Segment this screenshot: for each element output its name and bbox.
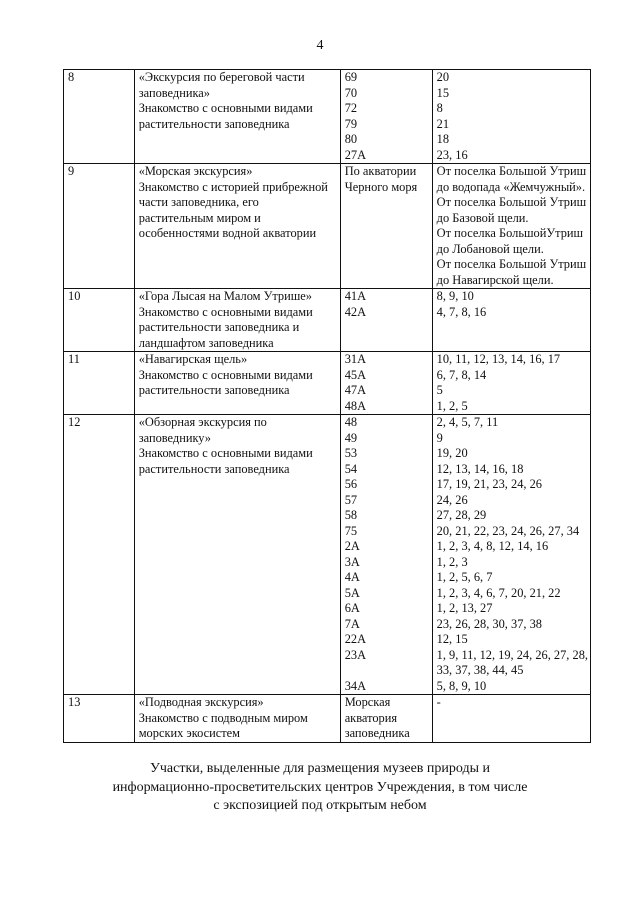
route-plots-cell: [432, 164, 590, 289]
plot-numbers: 15: [436, 85, 450, 100]
site-number: 27А: [344, 147, 367, 162]
route-title: «Подводная экскурсия»: [138, 695, 264, 709]
plot-numbers: 17, 19, 21, 23, 24, 26: [436, 477, 542, 491]
site-number: 34А: [344, 678, 367, 693]
route-sites-cell: [340, 70, 432, 164]
plot-numbers: 23, 16: [436, 147, 468, 162]
site-area: Морская акватория заповедника: [344, 695, 410, 740]
route-number: 11: [68, 352, 80, 366]
site-number: [345, 663, 430, 679]
site-number: 75: [344, 523, 358, 538]
plot-numbers: 5, 8, 9, 10: [436, 678, 487, 693]
route-number-cell: [64, 70, 135, 164]
route-description: Знакомство с основными видами растительности заповедника и ландшафтом заповедника: [138, 304, 313, 350]
route-sites-cell: [340, 164, 432, 289]
plot-numbers: -: [436, 695, 441, 709]
plot-numbers: 8: [436, 101, 443, 115]
site-number: 70: [344, 85, 358, 100]
plot-route: От поселка БольшойУтриш до Лобановой щели.: [436, 226, 584, 256]
plot-numbers: 1, 2, 13, 27: [436, 601, 493, 615]
plot-numbers: 10, 11, 12, 13, 14, 16, 17: [436, 352, 561, 366]
page-number: 4: [316, 38, 324, 53]
site-number: 5А: [344, 585, 360, 600]
route-name-cell: [134, 415, 340, 695]
site-number: 42А: [344, 304, 367, 319]
route-plots-cell: [432, 352, 590, 415]
site-number: 47А: [344, 383, 367, 397]
route-title: «Экскурсия по береговой части заповедника»: [138, 70, 305, 100]
plot-numbers: 6, 7, 8, 14: [436, 367, 487, 382]
plot-numbers: 18: [436, 132, 450, 146]
route-sites-cell: [340, 289, 432, 352]
table-row: [64, 70, 591, 164]
plot-numbers: 8, 9, 10: [436, 289, 474, 303]
plot-numbers: 2, 4, 5, 7, 11: [436, 415, 499, 429]
table-row: [64, 352, 591, 415]
plot-numbers: 1, 2, 5, 6, 7: [436, 570, 493, 584]
plot-numbers: 1, 9, 11, 12, 19, 24, 26, 27, 28,: [436, 647, 588, 662]
site-number: 22А: [344, 632, 367, 646]
site-number: 80: [344, 132, 358, 146]
route-title: «Гора Лысая на Малом Утрише»: [138, 289, 312, 303]
site-number: 6А: [344, 601, 360, 615]
excursion-routes-table: [63, 69, 591, 743]
route-name-cell: [134, 695, 340, 743]
route-sites-cell: [340, 695, 432, 743]
site-number: 2А: [344, 539, 360, 553]
plot-numbers: 12, 13, 14, 16, 18: [436, 461, 524, 476]
site-number: 53: [344, 446, 358, 460]
route-number-cell: [64, 695, 135, 743]
route-name-cell: [134, 289, 340, 352]
site-area: По акватории Черного моря: [344, 164, 418, 194]
route-name-cell: [134, 164, 340, 289]
plot-numbers: 1, 2, 3: [436, 554, 468, 569]
plot-numbers: 23, 26, 28, 30, 37, 38: [436, 616, 542, 631]
route-number: 9: [68, 164, 75, 178]
plot-numbers: 27, 28, 29: [436, 508, 487, 522]
plot-numbers: 20, 21, 22, 23, 24, 26, 27, 34: [436, 523, 580, 538]
route-number: 10: [68, 289, 81, 303]
plot-numbers: 21: [436, 116, 450, 131]
route-sites-cell: [340, 415, 432, 695]
section-heading-line: информационно-просветительских центров Учреждения, в том числе: [112, 779, 528, 795]
route-plots-cell: [432, 415, 590, 695]
site-number: 3А: [344, 554, 360, 569]
table-row: [64, 164, 591, 289]
plot-route: От поселка Большой Утриш до Навагирской щели.: [436, 257, 587, 287]
plot-numbers: 1, 2, 5: [436, 398, 468, 413]
site-number: 31А: [344, 352, 367, 366]
site-number: 56: [344, 477, 358, 491]
site-number: 23А: [344, 647, 367, 662]
plot-numbers: 5: [436, 383, 443, 397]
route-number-cell: [64, 164, 135, 289]
route-name-cell: [134, 70, 340, 164]
site-number: 49: [344, 430, 358, 445]
table-row: [64, 289, 591, 352]
plot-numbers: 20: [436, 70, 450, 84]
table-row: [64, 415, 591, 695]
route-number: 8: [68, 70, 75, 84]
plot-route: От поселка Большой Утриш до водопада «Жемчужный».: [436, 164, 587, 194]
route-title: «Обзорная экскурсия по заповеднику»: [138, 415, 267, 445]
route-description: Знакомство с основными видами растительности заповедника: [138, 446, 313, 476]
plot-numbers: 19, 20: [436, 446, 468, 460]
route-name-cell: [134, 352, 340, 415]
section-heading: [0, 760, 640, 816]
route-description: Знакомство с основными видами растительности заповедника: [138, 101, 313, 131]
plot-numbers: 24, 26: [436, 492, 468, 507]
site-number: 57: [344, 492, 358, 507]
route-plots-cell: [432, 70, 590, 164]
site-number: 79: [344, 116, 358, 131]
plot-numbers: 33, 37, 38, 44, 45: [436, 663, 524, 677]
route-plots-cell: [432, 289, 590, 352]
site-number: 4А: [344, 570, 360, 584]
section-heading-line: с экспозицией под открытым небом: [213, 798, 427, 813]
site-number: 72: [344, 101, 358, 115]
route-description: Знакомство с историей прибрежной части заповедника, его растительным миром и особенностями водной акватории: [138, 179, 328, 240]
route-plots-cell: [432, 695, 590, 743]
plot-numbers: 1, 2, 3, 4, 8, 12, 14, 16: [436, 539, 549, 553]
plot-numbers: 1, 2, 3, 4, 6, 7, 20, 21, 22: [436, 585, 561, 600]
route-title: «Навагирская щель»: [138, 352, 248, 366]
site-number: 58: [344, 508, 358, 522]
plot-numbers: 12, 15: [436, 632, 468, 646]
table-row: [64, 695, 591, 743]
site-number: 41А: [344, 289, 367, 303]
route-number: 12: [68, 415, 81, 429]
section-heading-line: Участки, выделенные для размещения музеев природы и: [149, 761, 491, 776]
route-description: Знакомство с подводным миром морских экосистем: [138, 710, 308, 740]
site-number: 48А: [344, 398, 367, 413]
plot-route: От поселка Большой Утриш до Базовой щели.: [436, 195, 587, 225]
site-number: 69: [344, 70, 358, 84]
site-number: 7А: [344, 616, 360, 631]
route-number-cell: [64, 415, 135, 695]
route-number: 13: [68, 695, 81, 709]
plot-numbers: 9: [436, 430, 443, 445]
route-number-cell: [64, 352, 135, 415]
plot-numbers: 4, 7, 8, 16: [436, 304, 487, 319]
route-sites-cell: [340, 352, 432, 415]
route-number-cell: [64, 289, 135, 352]
site-number: 45А: [344, 367, 367, 382]
route-description: Знакомство с основными видами растительности заповедника: [138, 367, 313, 397]
site-number: 48: [344, 415, 358, 429]
site-number: 54: [344, 461, 358, 476]
route-title: «Морская экскурсия»: [138, 164, 253, 178]
